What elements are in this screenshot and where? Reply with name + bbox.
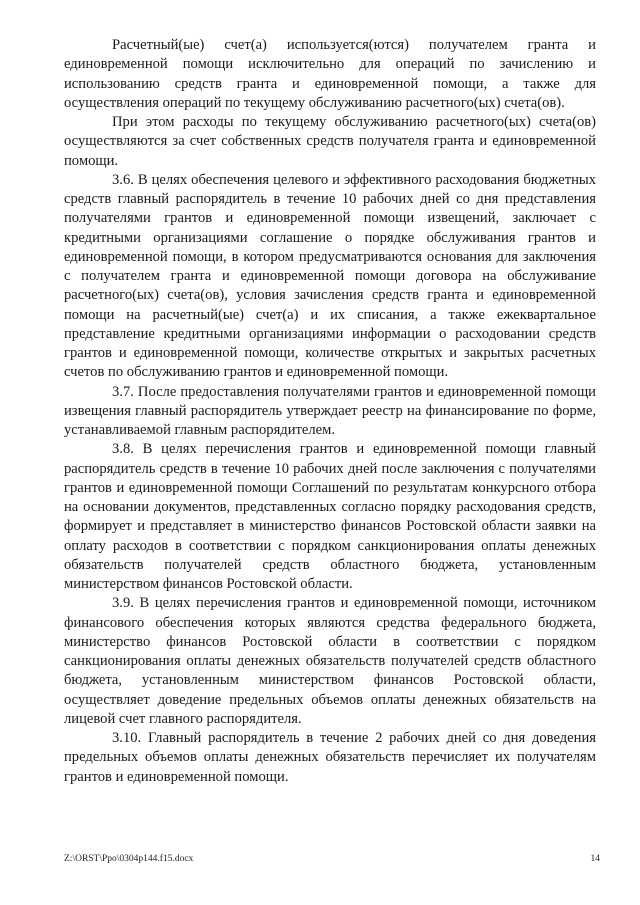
paragraph-account-expenses: При этом расходы по текущему обслуживанию расчетного(ых) счета(ов) осуществляются за счет собственных средств получателя гранта и единовременной помощи.	[64, 114, 596, 169]
paragraph-account-usage: Расчетный(ые) счет(а) используется(ются) получателем гранта и единовременной помощи исключительно для операций по зачислению и использованию средств гранта и единовременной помощи, а также для осуществления операций по текущему обслуживанию расчетного(ых) счета(ов).	[64, 37, 596, 111]
paragraph-3-9: 3.9. В целях перечисления грантов и единовременной помощи, источником финансового обеспечения которых являются средства федерального бюджета, министерство финансов Ростовской области в соответствии с порядком санкционирования оплаты денежных обязательств получателей средств областного бюджета, установленным министерством финансов Ростовской области, осуществляет доведение предельных объемов оплаты денежных обязательств на лицевой счет главного распорядителя.	[64, 595, 596, 727]
document-body	[64, 36, 596, 787]
paragraph-3-8: 3.8. В целях перечисления грантов и единовременной помощи главный распорядитель средств в течение 10 рабочих дней после заключения с получателями грантов и единовременной помощи Соглашений по результатам конкурсного отбора на основании документов, представленных согласно порядку расходования средств, формирует и представляет в министерство финансов Ростовской области заявки на оплату расходов в соответствии с порядком санкционирования оплаты денежных обязательств получателей средств областного бюджета, установленным министерством финансов Ростовской области.	[64, 441, 596, 592]
page-footer	[64, 854, 600, 864]
page-number: 14	[590, 854, 600, 864]
footer-file-path: Z:\ORST\Ppo\0304p144.f15.docx	[64, 854, 194, 864]
paragraph-3-10: 3.10. Главный распорядитель в течение 2 рабочих дней со дня доведения предельных объемов оплаты денежных обязательств перечисляет их получателям грантов и единовременной помощи.	[64, 730, 596, 785]
paragraph-3-6: 3.6. В целях обеспечения целевого и эффективного расходования бюджетных средств главный распорядитель в течение 10 рабочих дней со дня представления получателями грантов и единовременной помощи извещений, заключает с кредитными организациями соглашение о порядке обслуживания грантов и единовременной помощи, в котором предусматриваются основания для заключения с получателем гранта и единовременной помощи договора на обслуживание расчетного(ых) счета(ов), условия зачисления средств гранта и единовременной помощи на расчетный(ые) счет(а) и их списания, а также ежеквартальное представление кредитными организациями информации о расходовании средств грантов и единовременной помощи, количестве открытых и закрытых расчетных счетов по обслуживанию грантов и единовременной помощи.	[64, 171, 596, 381]
paragraph-3-7: 3.7. После предоставления получателями грантов и единовременной помощи извещения главный распорядитель утверждает реестр на финансирование по форме, устанавливаемой главным распорядителем.	[64, 383, 596, 438]
